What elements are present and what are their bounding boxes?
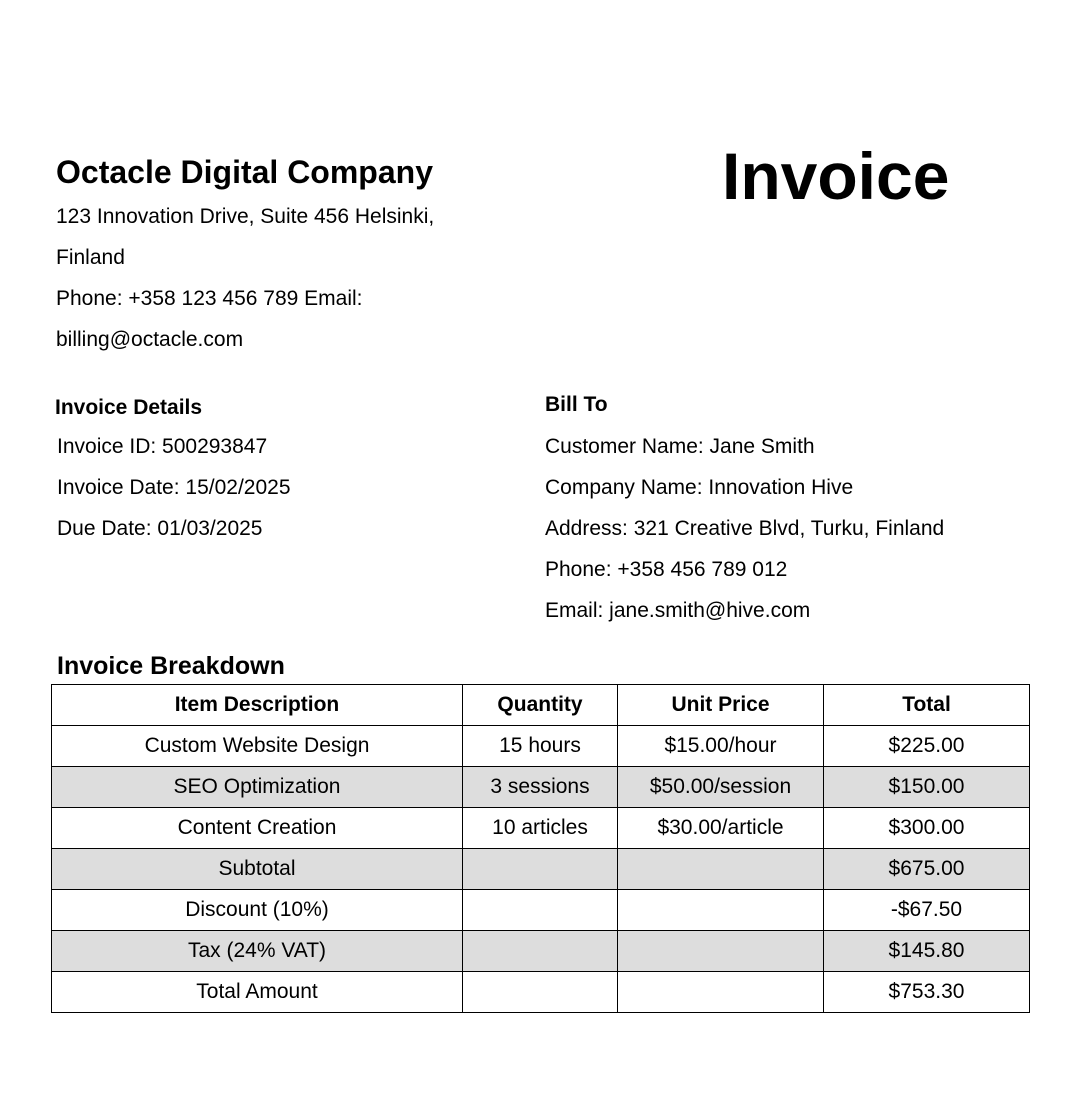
unit-price-cell xyxy=(618,849,824,890)
company-contact-line-2: billing@octacle.com xyxy=(56,328,244,351)
unit-price-cell xyxy=(618,931,824,972)
unit-price-cell: $50.00/session xyxy=(618,767,824,808)
company-address-line-1: 123 Innovation Drive, Suite 456 Helsinki, xyxy=(56,205,435,228)
invoice-breakdown-heading: Invoice Breakdown xyxy=(57,652,285,680)
item-description-cell: Total Amount xyxy=(52,972,463,1013)
invoice-id: Invoice ID: 500293847 xyxy=(57,435,268,458)
document-title: Invoice xyxy=(722,139,950,213)
table-header-row xyxy=(52,685,1030,726)
invoice-date: Invoice Date: 15/02/2025 xyxy=(57,476,291,499)
item-description-cell: Tax (24% VAT) xyxy=(52,931,463,972)
unit-price-cell: $30.00/article xyxy=(618,808,824,849)
item-description-cell: Content Creation xyxy=(52,808,463,849)
unit-price-cell xyxy=(618,890,824,931)
total-cell: $225.00 xyxy=(824,726,1030,767)
total-cell: $300.00 xyxy=(824,808,1030,849)
discount-row xyxy=(52,890,1030,931)
total-cell: -$67.50 xyxy=(824,890,1030,931)
quantity-cell: 10 articles xyxy=(463,808,618,849)
table-row xyxy=(52,808,1030,849)
customer-name: Customer Name: Jane Smith xyxy=(545,435,815,458)
column-header-quantity: Quantity xyxy=(463,685,618,726)
subtotal-row xyxy=(52,849,1030,890)
total-cell: $753.30 xyxy=(824,972,1030,1013)
quantity-cell: 3 sessions xyxy=(463,767,618,808)
company-name: Octacle Digital Company xyxy=(56,154,433,190)
table-row xyxy=(52,726,1030,767)
total-amount-row xyxy=(52,972,1030,1013)
column-header-unit-price: Unit Price xyxy=(618,685,824,726)
quantity-cell xyxy=(463,890,618,931)
invoice-details-heading: Invoice Details xyxy=(55,396,203,419)
item-description-cell: SEO Optimization xyxy=(52,767,463,808)
bill-to-heading: Bill To xyxy=(545,393,608,416)
quantity-cell xyxy=(463,931,618,972)
column-header-total: Total xyxy=(824,685,1030,726)
customer-company-name: Company Name: Innovation Hive xyxy=(545,476,854,499)
column-header-item-description: Item Description xyxy=(52,685,463,726)
due-date: Due Date: 01/03/2025 xyxy=(57,517,263,540)
company-contact-line-1: Phone: +358 123 456 789 Email: xyxy=(56,287,363,310)
customer-email: Email: jane.smith@hive.com xyxy=(545,599,811,622)
quantity-cell xyxy=(463,972,618,1013)
tax-row xyxy=(52,931,1030,972)
invoice-breakdown-table xyxy=(51,684,1030,1013)
total-cell: $145.80 xyxy=(824,931,1030,972)
item-description-cell: Custom Website Design xyxy=(52,726,463,767)
customer-address: Address: 321 Creative Blvd, Turku, Finland xyxy=(545,517,945,540)
unit-price-cell: $15.00/hour xyxy=(618,726,824,767)
table-row xyxy=(52,767,1030,808)
company-address-line-2: Finland xyxy=(56,246,125,269)
total-cell: $675.00 xyxy=(824,849,1030,890)
quantity-cell: 15 hours xyxy=(463,726,618,767)
customer-phone: Phone: +358 456 789 012 xyxy=(545,558,788,581)
item-description-cell: Discount (10%) xyxy=(52,890,463,931)
unit-price-cell xyxy=(618,972,824,1013)
item-description-cell: Subtotal xyxy=(52,849,463,890)
total-cell: $150.00 xyxy=(824,767,1030,808)
quantity-cell xyxy=(463,849,618,890)
